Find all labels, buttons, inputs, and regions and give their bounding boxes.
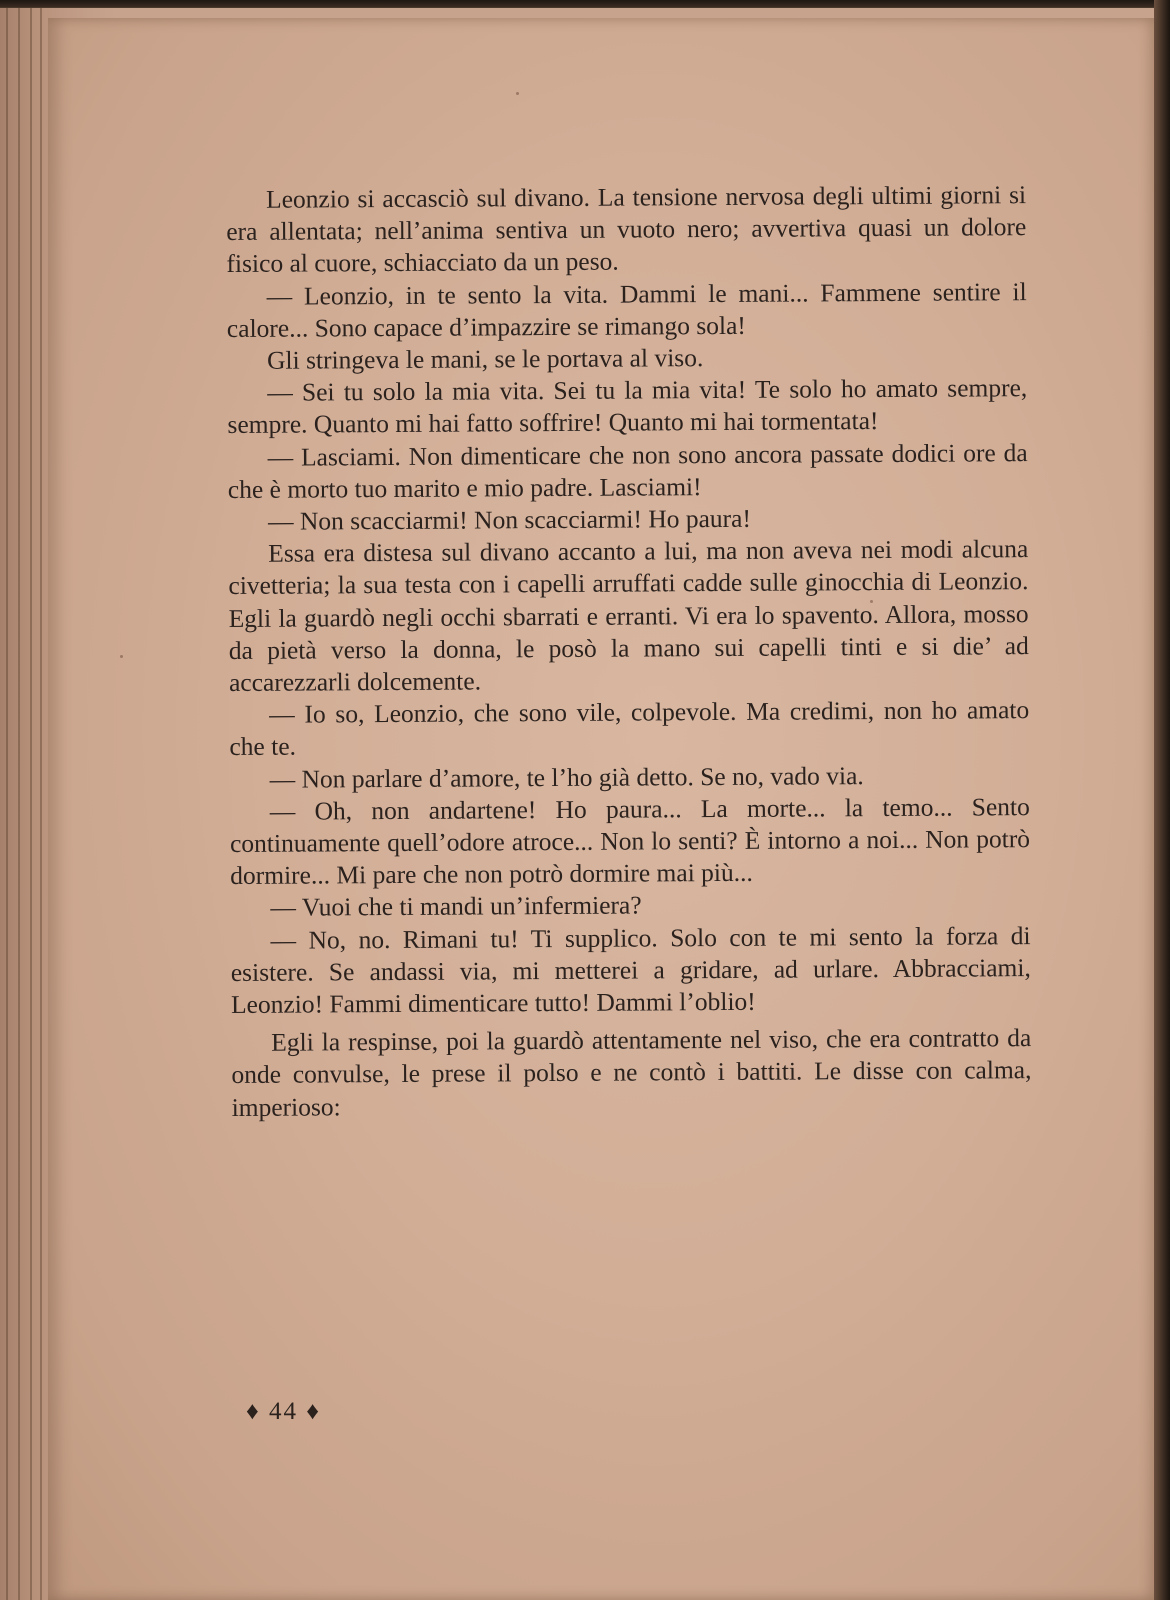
- paper-speck: [120, 655, 123, 658]
- paragraph: — Oh, non andartene! Ho paura... La morte... la temo... Sento continuamente quell’odore atroce... Non lo senti? È intorno a noi... Non potrò dormire... Mi pare che non potrò dormire mai più...: [229, 791, 1031, 891]
- paragraph: — Lasciami. Non dimenticare che non sono ancora passate dodici ore da che è morto tuo marito e mio padre. Lasciami!: [227, 437, 1028, 504]
- paragraph: — Non parlare d’amore, te l’ho già detto. Se no, vado via.: [269, 760, 864, 794]
- paragraph: Essa era distesa sul divano accanto a lui, ma non aveva nei modi alcuna civetteria; la sua testa con i capelli arruffati cadde sulle ginocchia di Leonzio. Egli la guardò negli occhi sbarrati e erranti. Vi era lo spavento. Allora, mosso da pietà verso la donna, le posò la mano sui capelli tinti e si die’ ad accarezzarli dolcemente.: [228, 534, 1029, 698]
- paragraph: — Non scacciarmi! Non scacciarmi! Ho paura!: [267, 503, 752, 536]
- paragraph: — Vuoi che ti mandi un’infermiera?: [270, 890, 642, 923]
- paragraph: — No, no. Rimani tu! Ti supplico. Solo con te mi sento la forza di esistere. Se andassi via, mi metterei a gridare, ad urlare. Abbracciami, Leonzio! Fammi dimenticare tutto! Dammi l’oblio!: [230, 920, 1031, 1020]
- right-book-edge: [1154, 0, 1170, 1600]
- paragraph: Leonzio si accasciò sul divano. La tensione nervosa degli ultimi giorni si era allentata; nell’anima sentiva un vuoto nero; avvertiva quasi un dolore fisico al cuore, schiacciato da un peso.: [226, 180, 1027, 279]
- page-edge-line: [40, 8, 42, 1600]
- page-edge-line: [30, 8, 32, 1600]
- paragraph: — Io so, Leonzio, che sono vile, colpevole. Ma credimi, non ho amato che te.: [229, 695, 1030, 762]
- paragraph: Egli la respinse, poi la guardò attentamente nel viso, che era contratto da onde convulse, le prese il polso e ne contò i battiti. Le disse con calma, imperioso:: [231, 1023, 1032, 1122]
- paragraph: — Leonzio, in te sento la vita. Dammi le mani... Fammene sentire il calore... Sono capace d’impazzire se rimango sola!: [226, 276, 1027, 343]
- page-edge-line: [6, 8, 8, 1600]
- page-number: ♦ 44 ♦: [246, 1398, 322, 1425]
- page-edge-line: [18, 8, 20, 1600]
- paper-speck: [516, 92, 519, 95]
- body-text: [226, 179, 1032, 1124]
- paragraph: — Sei tu solo la mia vita. Sei tu la mia vita! Te solo ho amato sempre, sempre. Quanto mi hai fatto soffrire! Quanto mi hai tormentata!: [227, 373, 1028, 440]
- paragraph: Gli stringeva le mani, se le portava al viso.: [266, 343, 704, 375]
